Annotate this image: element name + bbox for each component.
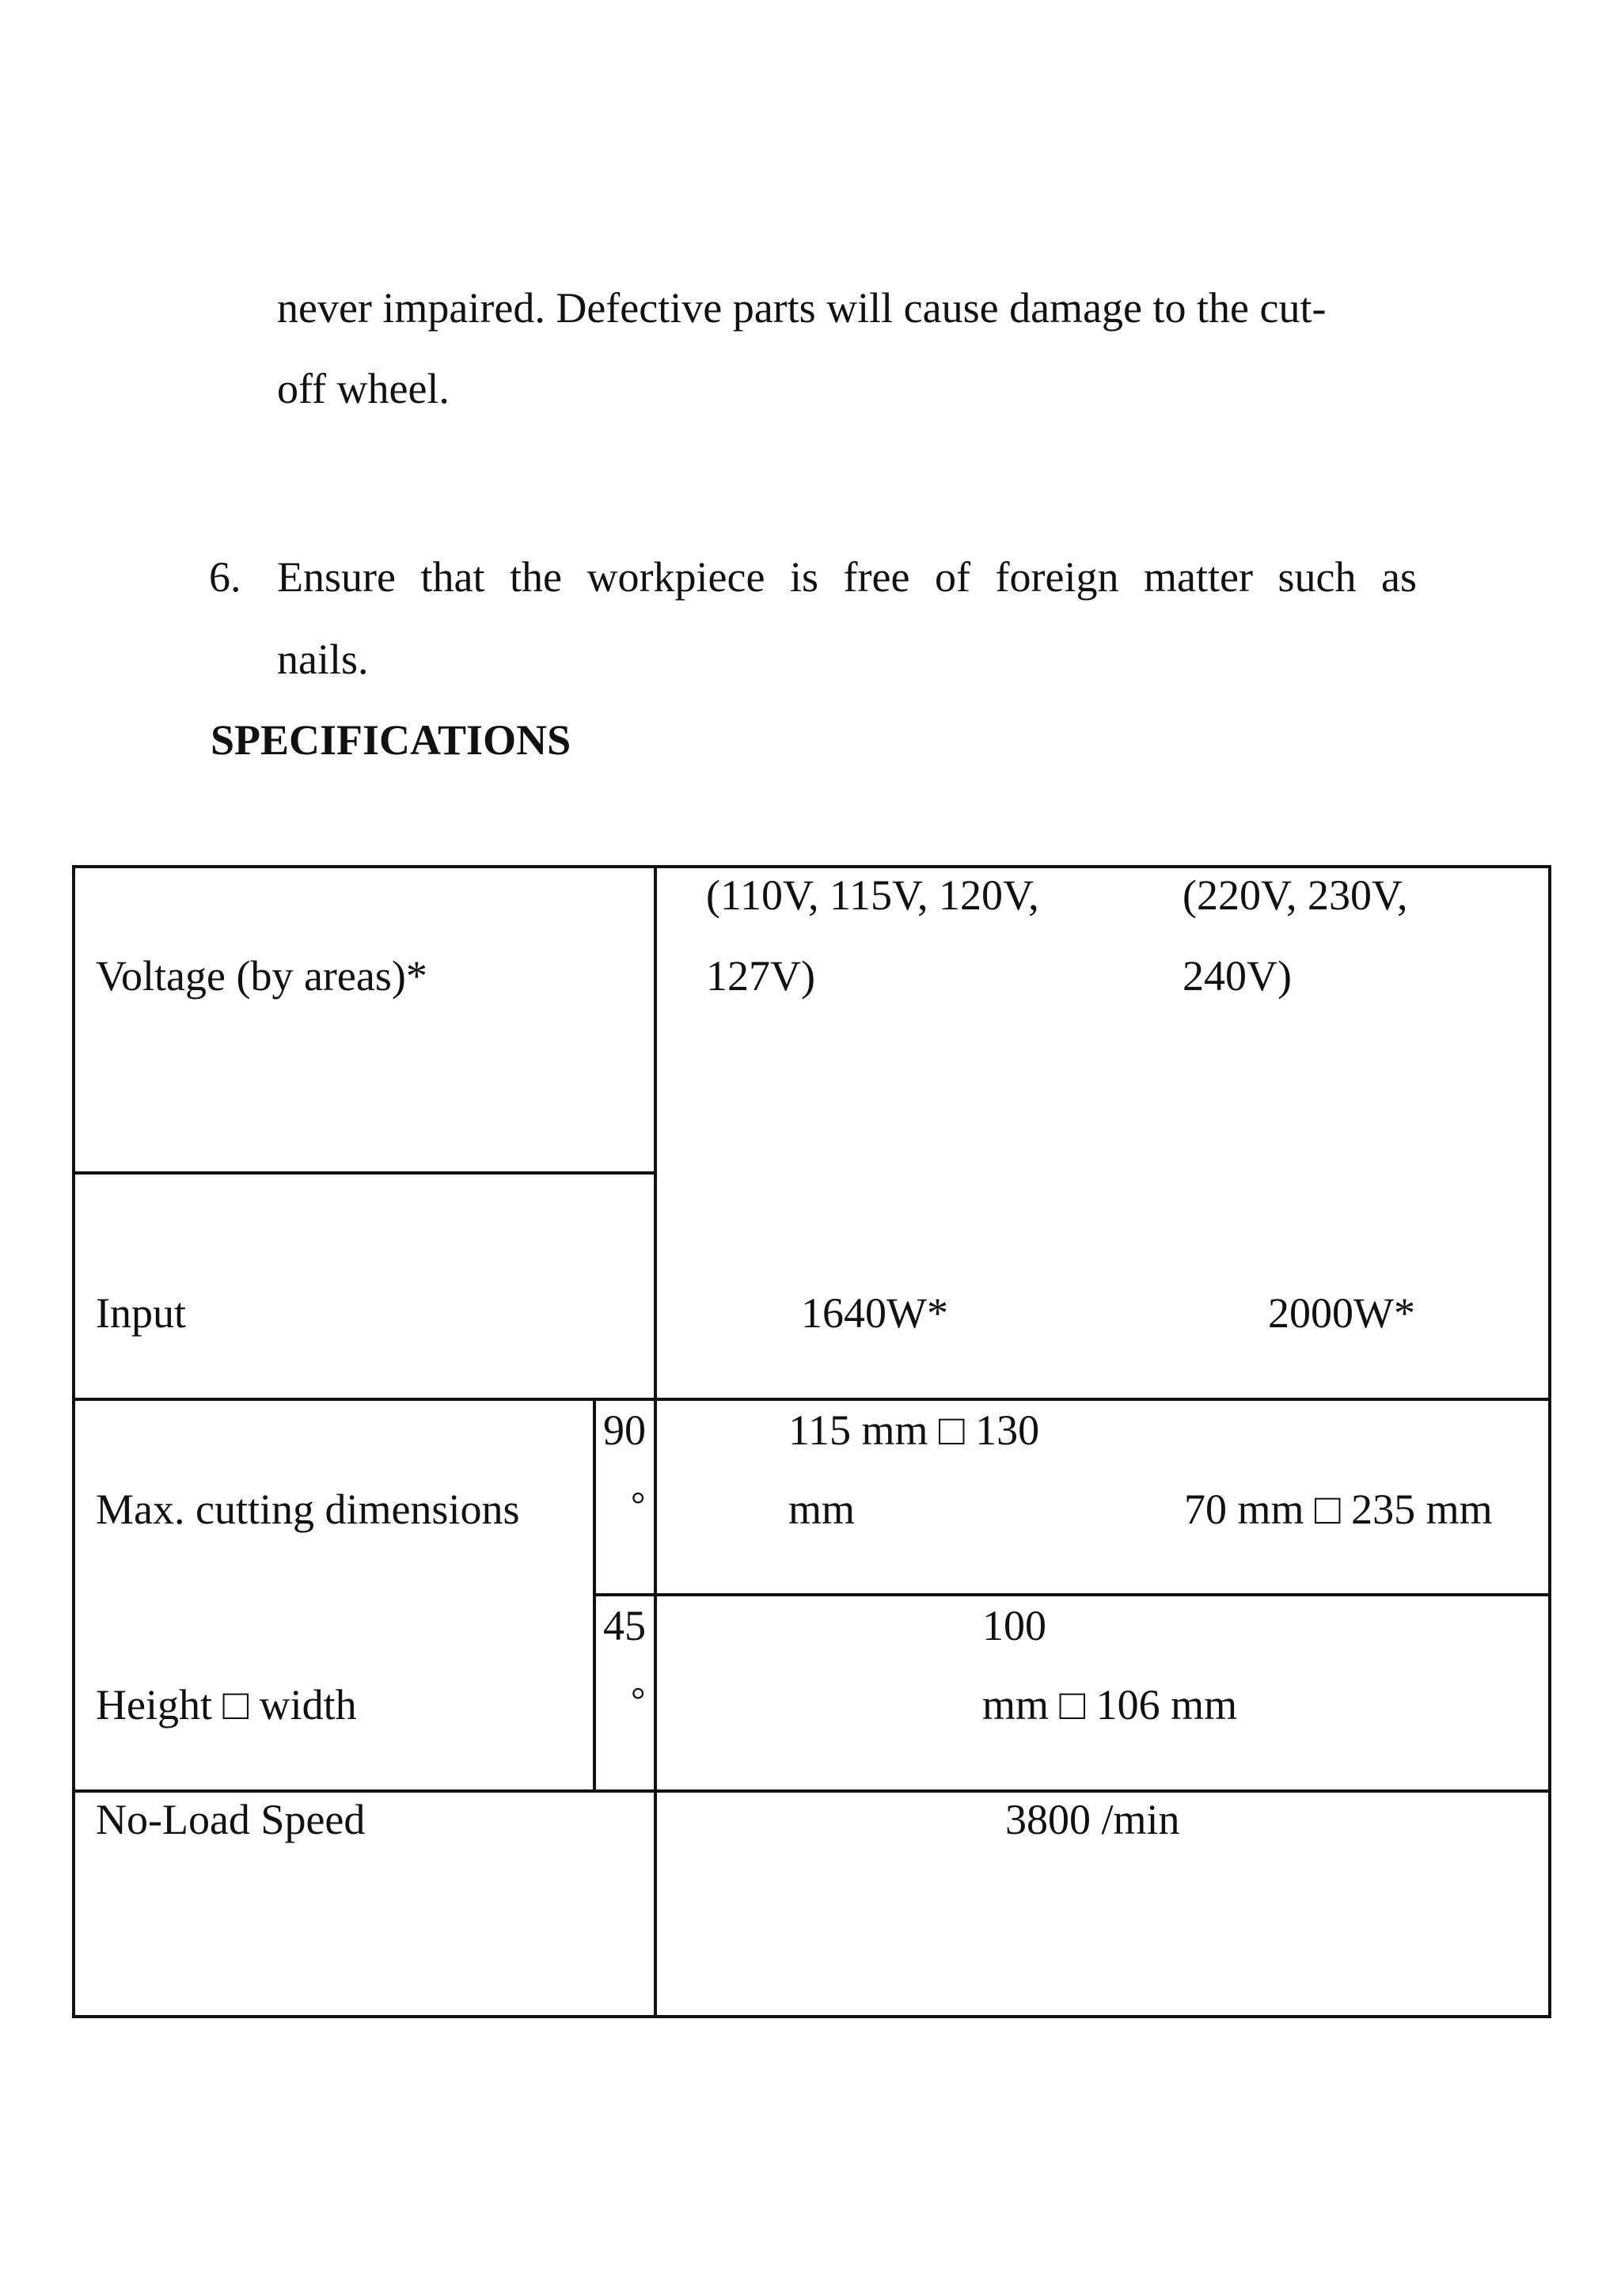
table-rule-input bbox=[72, 1398, 1551, 1401]
cut-90-low-line-2: mm bbox=[788, 1486, 856, 1533]
voltage-label: Voltage (by areas)* bbox=[96, 952, 427, 1000]
item-6-number: 6. bbox=[209, 553, 241, 601]
cut-90-low-line-1: 115 mm □ 130 bbox=[788, 1406, 1040, 1454]
angle-90-degree: ° bbox=[631, 1484, 646, 1524]
table-rule-cutting bbox=[72, 1789, 1551, 1793]
section-title: SPECIFICATIONS bbox=[211, 716, 571, 764]
intro-line-1: never impaired. Defective parts will cause damage to the cut- bbox=[277, 284, 1327, 332]
input-low-value: 1640W* bbox=[801, 1289, 948, 1337]
voltage-high-line-2: 240V) bbox=[1183, 952, 1292, 1000]
input-high-value: 2000W* bbox=[1268, 1289, 1415, 1337]
table-border-top bbox=[72, 865, 1551, 868]
speed-label: No-Load Speed bbox=[96, 1796, 366, 1843]
voltage-low-line-2: 127V) bbox=[706, 952, 815, 1000]
table-border-bottom bbox=[72, 2015, 1551, 2018]
item-6-line-2: nails. bbox=[277, 636, 369, 683]
intro-line-2: off wheel. bbox=[277, 365, 450, 412]
item-6-line-1: Ensure that the workpiece is free of foreign matter such as bbox=[277, 553, 1417, 601]
voltage-low-line-1: (110V, 115V, 120V, bbox=[706, 871, 1039, 919]
speed-value: 3800 /min bbox=[1005, 1796, 1180, 1843]
table-rule-90 bbox=[594, 1593, 1551, 1596]
cut-90-high-value: 70 mm □ 235 mm bbox=[1184, 1486, 1493, 1533]
angle-45-degree: ° bbox=[631, 1679, 646, 1720]
cutting-label: Max. cutting dimensions bbox=[96, 1486, 520, 1533]
table-rule-center bbox=[654, 865, 657, 2018]
voltage-high-line-1: (220V, 230V, bbox=[1183, 871, 1408, 919]
table-border-right bbox=[1548, 865, 1551, 2018]
table-rule-angle bbox=[593, 1398, 596, 1791]
input-label: Input bbox=[96, 1289, 186, 1337]
cut-45-line-2: mm □ 106 mm bbox=[982, 1681, 1238, 1729]
cutting-label-height-width: Height □ width bbox=[96, 1681, 357, 1729]
table-rule-voltage bbox=[72, 1171, 657, 1175]
angle-90-digits: 90 bbox=[603, 1406, 646, 1454]
angle-45-digits: 45 bbox=[603, 1602, 646, 1649]
table-border-left bbox=[72, 865, 75, 2018]
cut-45-line-1: 100 bbox=[982, 1602, 1046, 1649]
